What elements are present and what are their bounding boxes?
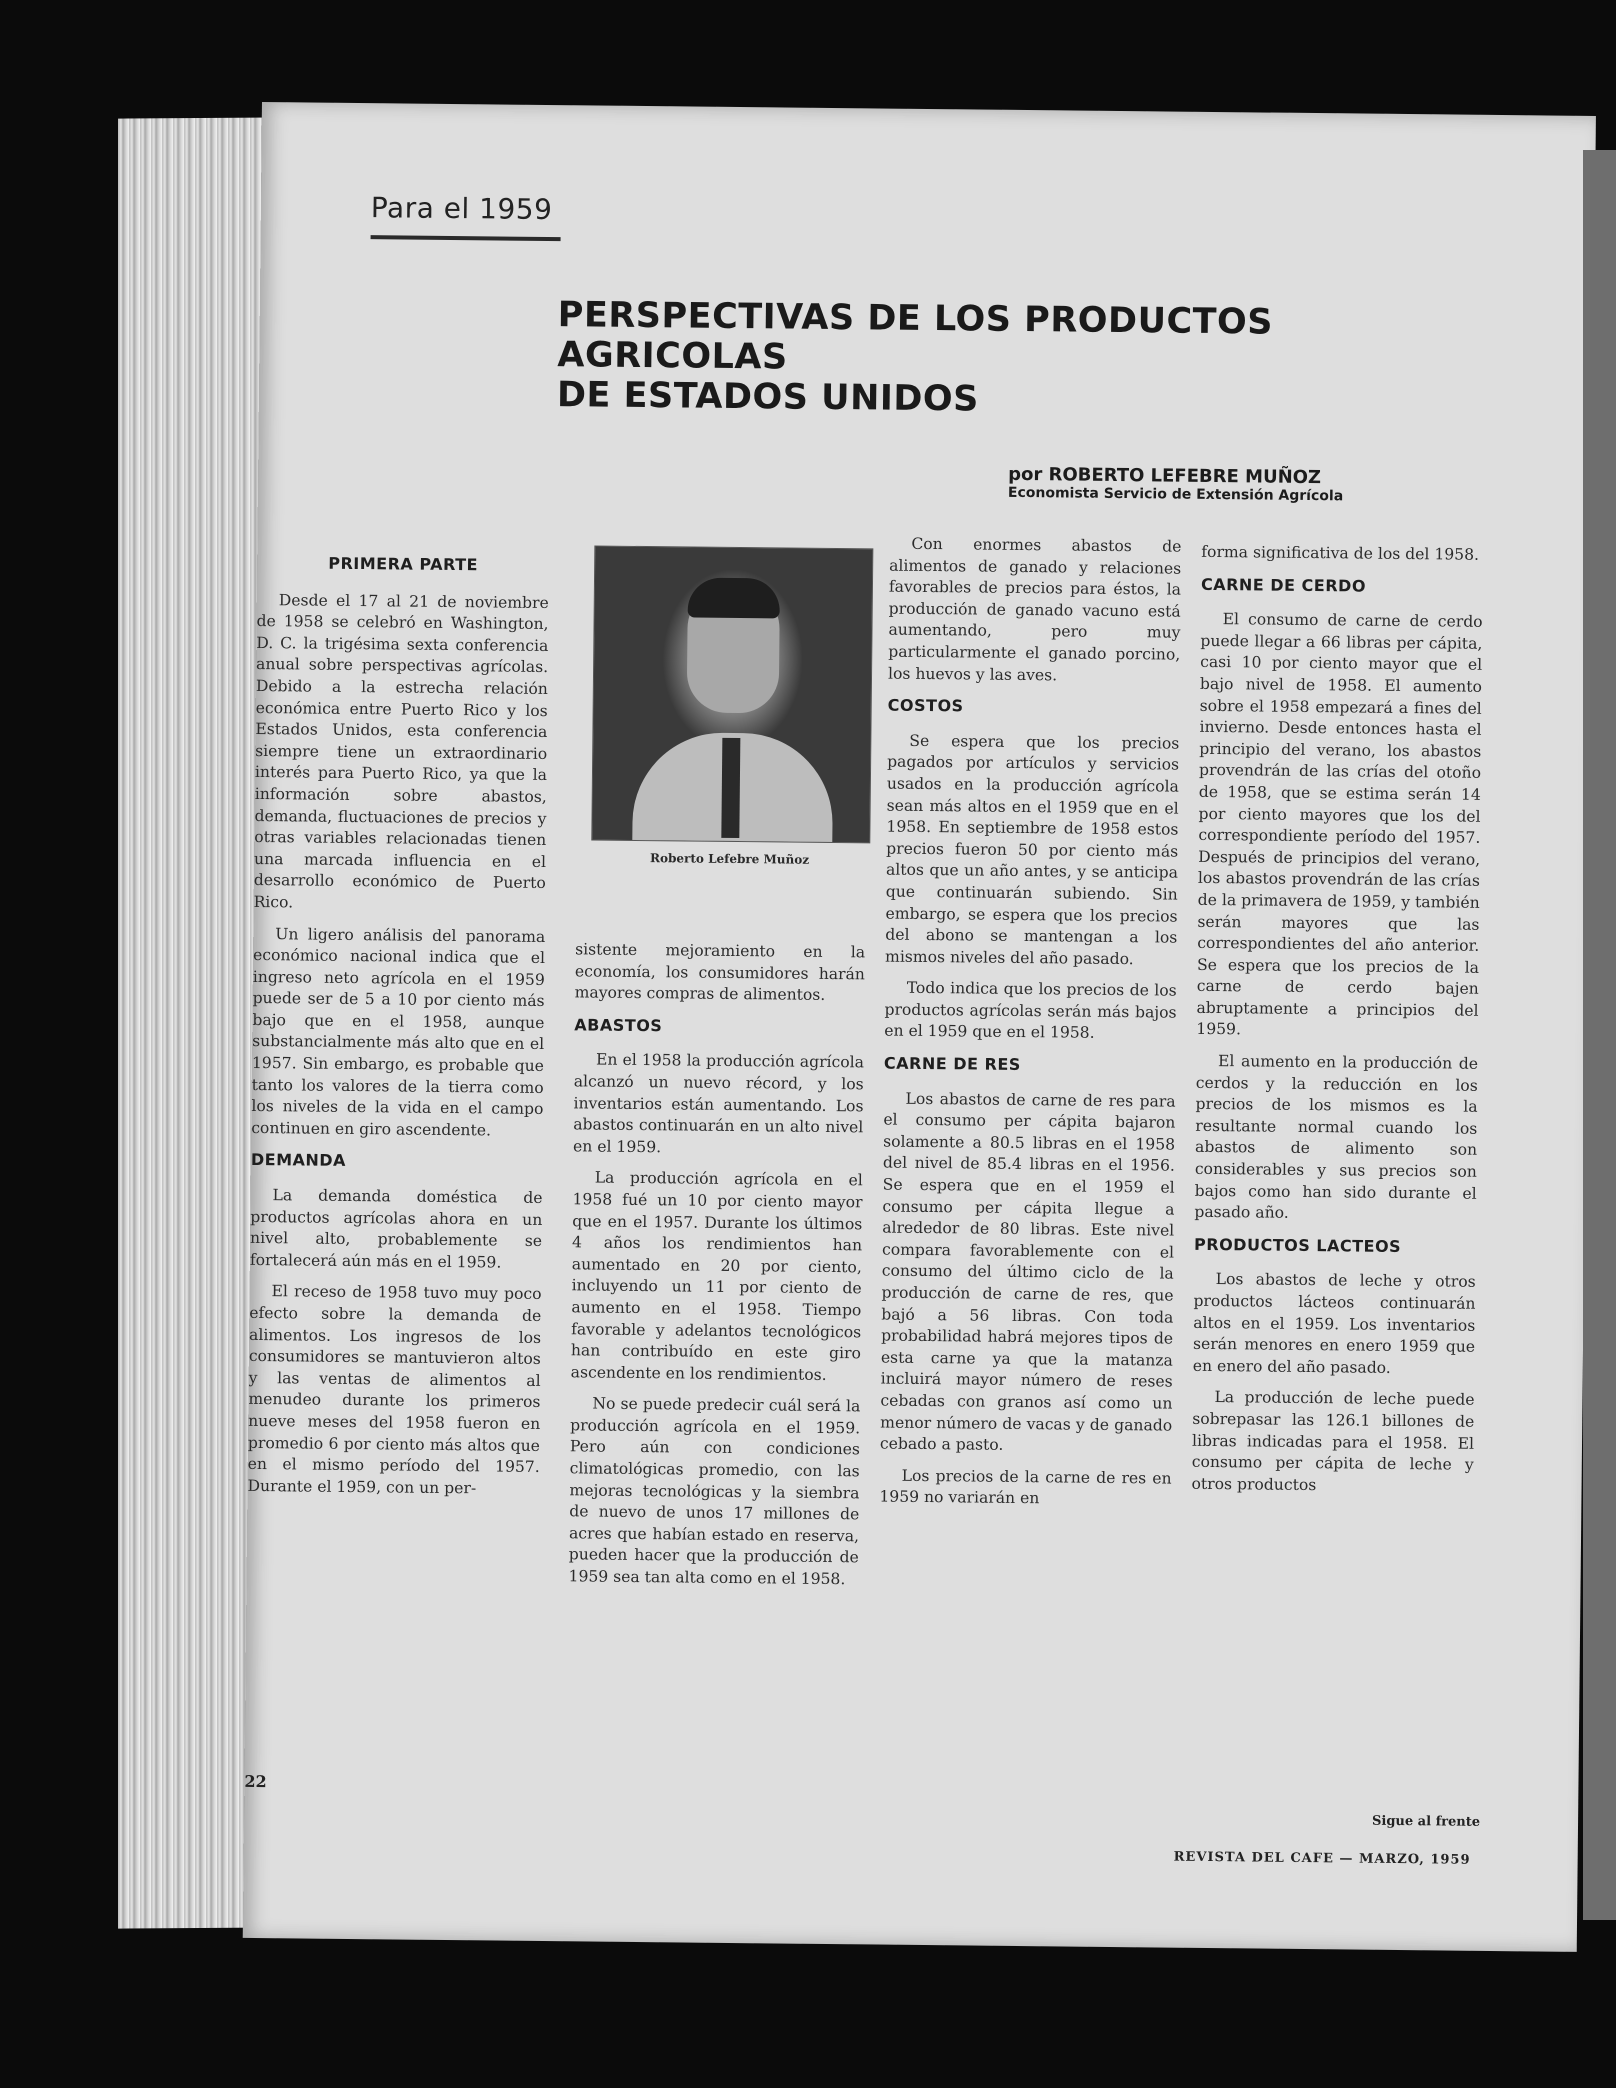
heading-productos-lacteos: PRODUCTOS LACTEOS <box>1193 1234 1402 1256</box>
photo-hair <box>688 577 780 618</box>
column-4 <box>1191 542 1483 1508</box>
heading-costos: COSTOS <box>887 695 964 716</box>
paragraph: El receso de 1958 tuvo muy poco efecto sobre la demanda de alimentos. Los ingresos de los consumidores se mantuvieron altos y las ventas de alimentos al menudeo durante los primeros nueve meses del 1958 fueron en promedio 6 por ciento más altos que en el mismo período del 1957. Durante el 1959, con un per- <box>247 1282 542 1498</box>
paragraph: sistente mejoramiento en la economía, los consumidores harán mayores compras de alimentos. <box>574 940 866 1005</box>
photo-tie <box>721 738 740 838</box>
paragraph: Todo indica que los precios de los productos agrícolas serán más bajos en el 1959 que en el 1958. <box>884 979 1177 1043</box>
paragraph: El consumo de carne de cerdo puede llegar a 66 libras per cápita, casi 10 por ciento mayor que el bajo nivel de 1958. El aumento sobre el 1958 empezará a fines del invierno. Desde entonces hasta el principio del verano, los abastos provendrán de las crías del otoño de 1958, que se estima serán 14 por ciento mayores que los del correspondiente período del 1957. Después de principios del verano, los abastos provendrán de las crías de la primavera de 1959, y también serán mayores que las correspondientes del año anterior. Se espera que los precios de la carne de cerdo bajen abruptamente a principios del 1959. <box>1196 610 1483 1039</box>
heading-carne-de-cerdo: CARNE DE CERDO <box>1200 574 1367 596</box>
paragraph: Un ligero análisis del panorama económico nacional indica que el ingreso neto agrícola en el 1959 puede ser de 5 a 10 por ciento más bajo que en el 1958, aunque substancialmente más alto que en el 1957. Sin embargo, es probable que tanto los valores de la tierra como los niveles de la vida en el campo continuen en giro ascendente. <box>251 924 546 1140</box>
section-title-underline <box>371 235 561 241</box>
page-number: 22 <box>244 1771 267 1792</box>
heading-carne-de-res: CARNE DE RES <box>883 1053 1021 1075</box>
author-photo <box>591 546 873 844</box>
column-3 <box>879 534 1181 1522</box>
column-1 <box>247 552 549 1510</box>
byline-role: Economista Servicio de Extensión Agrícola <box>1007 484 1344 505</box>
paragraph: Los abastos de carne de res para el consumo per cápita bajaron solamente a 80.5 libras en el 1958 del nivel de 85.4 libras en el 1956. Se espera que en el 1959 el consumo per cápita llegue a alrededor de 80 libras. Este nivel compara favorablemente con el consumo del último ciclo de la producción de carne de res, que bajó a 56 libras. Con toda probabilidad habrá mejores tipos de esta carne ya que la matanza incluirá mayor número de reses cebadas con granos así como un menor número de vacas y de ganado cebado a pasto. <box>879 1089 1176 1454</box>
byline <box>1008 464 1448 506</box>
page-edge-shadow <box>1583 150 1616 1920</box>
section-title: Para el 1959 <box>370 191 553 227</box>
paragraph: forma significativa de los del 1958. <box>1201 542 1480 564</box>
photo-caption: Roberto Lefebre Muñoz <box>650 851 810 867</box>
heading-abastos: ABASTOS <box>574 1015 663 1036</box>
paragraph: El aumento en la producción de cerdos y la reducción en los precios de los mismos es la resultante normal cuando los abastos de alimento son considerables y sus precios son bajos como han sido durante el pasado año. <box>1194 1052 1479 1223</box>
heading-demanda: DEMANDA <box>250 1150 347 1171</box>
page-footer: REVISTA DEL CAFE — MARZO, 1959 <box>1173 1849 1471 1868</box>
headline-line-1: PERSPECTIVAS DE LOS PRODUCTOS AGRICOLAS <box>557 295 1274 378</box>
magazine-page <box>243 102 1596 1952</box>
paragraph: La demanda doméstica de productos agrícolas ahora en un nivel alto, probablemente se fortalecerá aún más en el 1959. <box>249 1186 543 1272</box>
paragraph: La producción de leche puede sobrepasar las 126.1 billones de libras indicadas para el 1958. El consumo per cápita de leche y otros productos <box>1191 1388 1475 1494</box>
continue-note: Sigue al frente <box>1371 1813 1481 1830</box>
column-2 <box>568 939 865 1601</box>
paragraph: En el 1958 la producción agrícola alcanzó un nuevo récord, y los inventarios están aumentando. Los abastos continuarán en un alto nivel en el 1959. <box>572 1050 865 1156</box>
paragraph: La producción agrícola en el 1958 fué un 10 por ciento mayor que en el 1957. Durante los últimos 4 años los rendimientos han aumentado en 20 por ciento, incluyendo un 11 por ciento de aumento en el 1958. Tiempo favorable y adelantos tecnológicos han contribuído en este giro ascendente en los rendimientos. <box>570 1168 863 1384</box>
paragraph: Se espera que los precios pagados por artículos y servicios usados en la producción agrícola sean más altos en el 1959 que en el 1958. En septiembre de 1958 estos precios fueron 50 por ciento más altos que un año antes, y se anticipa que continuarán subiendo. Sin embargo, se espera que los precios del abono se mantengan a los mismos niveles del año pasado. <box>884 731 1180 968</box>
paragraph: Desde el 17 al 21 de noviembre de 1958 se celebró en Washington, D. C. la trigésima sexta conferencia anual sobre perspectivas agrícolas. Debido a la estrecha relación económica entre Puerto Rico y los Estados Unidos, esta conferencia siempre tiene un extraordinario interés para Puerto Rico, ya que la información sobre abastos, demanda, fluctuaciones de precios y otras variables relacionadas tienen una marcada influencia en el desarrollo económico de Puerto Rico. <box>253 590 549 912</box>
byline-author: por ROBERTO LEFEBRE MUÑOZ <box>1008 463 1322 489</box>
paragraph: Los precios de la carne de res en 1959 no variarán en <box>879 1466 1172 1508</box>
paragraph: No se puede predecir cuál será la producción agrícola en el 1959. Pero aún con condiciones climatológicas promedio, con las mejoras tecnológicas y la siembra de nuevo de unos 17 millones de acres que habían estado en reserva, pueden hacer que la producción de 1959 sea tan alta como en el 1958. <box>568 1394 861 1589</box>
paragraph: Los abastos de leche y otros productos lácteos continuarán altos en el 1959. Los inventarios serán menores en enero 1959 que en enero del año pasado. <box>1192 1270 1476 1377</box>
headline-line-2: DE ESTADOS UNIDOS <box>556 375 980 420</box>
paragraph: Con enormes abastos de alimentos de ganado y relaciones favorables de precios para éstos, la producción de ganado vacuno está aumentando, pero muy particularmente el ganado porcino, los huevos y las aves. <box>887 534 1182 684</box>
heading-primera-parte: PRIMERA PARTE <box>328 553 479 575</box>
article-headline <box>557 295 1458 424</box>
